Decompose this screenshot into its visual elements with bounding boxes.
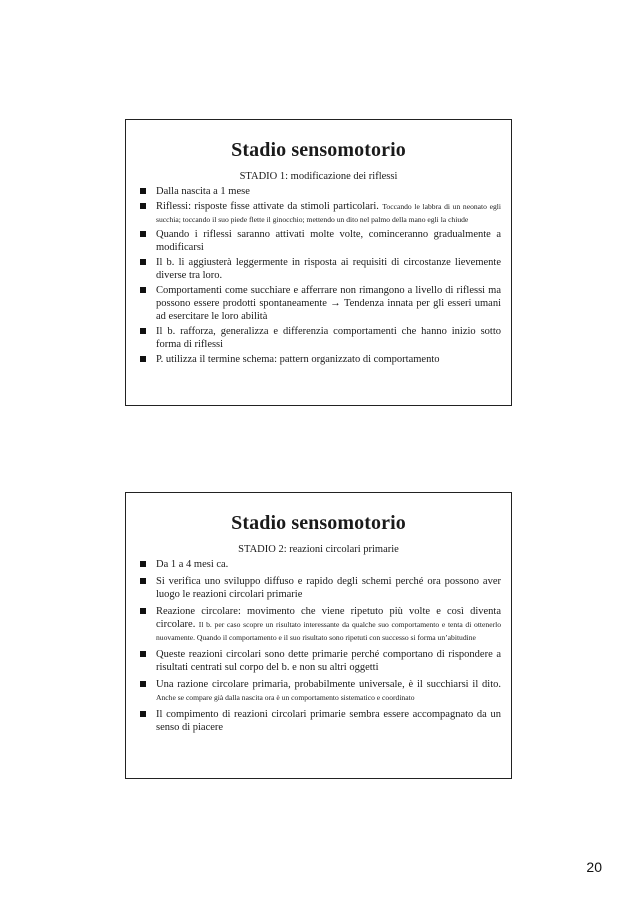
- list-item: [138, 353, 501, 366]
- bullet-list: [126, 558, 511, 734]
- square-bullet-icon: [140, 328, 146, 334]
- list-item-text: P. utilizza il termine schema: pattern organizzato di comportamento: [156, 354, 440, 365]
- square-bullet-icon: [140, 578, 146, 584]
- square-bullet-icon: [140, 203, 146, 209]
- slide-title: Stadio sensomotorio: [231, 512, 406, 534]
- bullet-list: [126, 185, 511, 366]
- list-item-note: Anche se compare già dalla nascita ora è un comportamento sistematico e coordinato: [156, 693, 415, 702]
- list-item: [138, 678, 501, 704]
- list-item-text: Il b. rafforza, generalizza e differenzia comportamenti che hanno inizio sotto forma di riflessi: [156, 326, 501, 350]
- square-bullet-icon: [140, 651, 146, 657]
- list-item-text: Il b. li aggiusterà leggermente in risposta ai requisiti di circostanze lievemente diverse tra loro.: [156, 257, 501, 281]
- square-bullet-icon: [140, 259, 146, 265]
- list-item: [138, 256, 501, 282]
- list-item-text: Queste reazioni circolari sono dette primarie perché comportano di rispondere a risultati centrati sul corpo del b. e non su altri oggetti: [156, 649, 501, 673]
- list-item: [138, 575, 501, 601]
- slide-subtitle: STADIO 2: reazioni circolari primarie: [238, 544, 399, 555]
- list-item: [138, 605, 501, 644]
- list-item-text: Da 1 a 4 mesi ca.: [156, 559, 229, 570]
- square-bullet-icon: [140, 561, 146, 567]
- slide-2: [125, 492, 512, 779]
- square-bullet-icon: [140, 231, 146, 237]
- list-item-text: Dalla nascita a 1 mese: [156, 186, 250, 197]
- list-item-note: Il b. per caso scopre un risultato interessante da qualche suo comportamento e tenta di ottenerlo nuovamente. Quando il comportamento e il suo risultato sono ripetuti con successo si forma un’abitudine: [156, 620, 502, 642]
- square-bullet-icon: [140, 608, 146, 614]
- square-bullet-icon: [140, 681, 146, 687]
- list-item-text: Comportamenti come succhiare e afferrare non rimangono a livello di riflessi ma possono essere prodotti spontaneamente → Tendenza innata per gli esseri umani ad esercitare le loro abilità: [156, 285, 501, 322]
- list-item-note: Toccando le labbra di un neonato egli succhia; toccando il suo piede flette il ginocchio; mettendo un dito nel palmo della mano egli la chiude: [156, 202, 501, 224]
- list-item: [138, 325, 501, 351]
- page-number: 20: [586, 859, 602, 875]
- list-item: [138, 648, 501, 674]
- slide-title: Stadio sensomotorio: [231, 139, 406, 161]
- slide-1: [125, 119, 512, 406]
- list-item: [138, 228, 501, 254]
- list-item: [138, 185, 501, 198]
- square-bullet-icon: [140, 287, 146, 293]
- list-item-text: Riflessi: risposte fisse attivate da stimoli particolari.: [156, 201, 379, 212]
- list-item: [138, 708, 501, 734]
- list-item: [138, 284, 501, 323]
- list-item-text: Reazione circolare: movimento che viene ripetuto più volte e così diventa circolare.: [156, 606, 501, 630]
- square-bullet-icon: [140, 356, 146, 362]
- list-item: [138, 558, 501, 571]
- square-bullet-icon: [140, 711, 146, 717]
- list-item-text: Il compimento di reazioni circolari primarie sembra essere accompagnato da un senso di piacere: [156, 709, 501, 733]
- square-bullet-icon: [140, 188, 146, 194]
- list-item-text: Si verifica uno sviluppo diffuso e rapido degli schemi perché ora possono aver luogo le reazioni circolari primarie: [156, 576, 501, 600]
- list-item: [138, 200, 501, 226]
- slide-subtitle: STADIO 1: modificazione dei riflessi: [239, 171, 398, 182]
- list-item-text: Una razione circolare primaria, probabilmente universale, è il succhiarsi il dito.: [156, 679, 501, 690]
- list-item-text: Quando i riflessi saranno attivati molte volte, cominceranno gradualmente a modificarsi: [156, 229, 501, 253]
